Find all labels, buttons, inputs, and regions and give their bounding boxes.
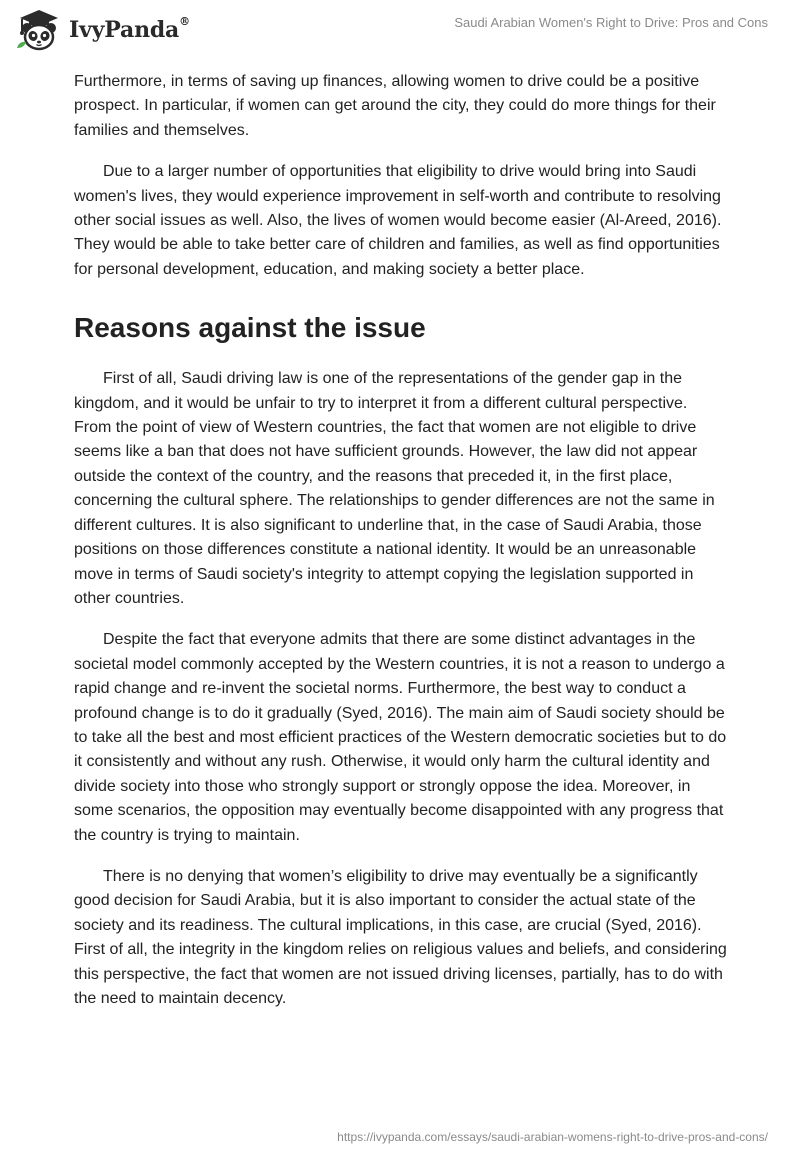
paragraph: First of all, Saudi driving law is one of the representations of the gender gap in the kingdom, and it would be unfair to try to interpret it from a different cultural perspective. From the point of view of Western countries, the fact that women are not eligible to drive seems like a ban that does not have sufficient grounds. However, the law did not appear outside the context of the country, and the reasons that preceded it, in the first place, concerning the cultural sphere. The relationships to gender differences are not the same in different cultures. It is also significant to underline that, in the case of Saudi Arabia, those positions on those differences constitute a national identity. It would be an unreasonable move in terms of Saudi society's integrity to attempt copying the legislation supported in other countries. — [74, 370, 715, 607]
document-title: Saudi Arabian Women's Right to Drive: Pros and Cons — [454, 15, 768, 30]
section-heading: Reasons against the issue — [74, 312, 426, 344]
paragraph: Despite the fact that everyone admits that there are some distinct advantages in the societal model commonly accepted by the Western countries, it is not a reason to undergo a rapid change and re-invent the societal norms. Furthermore, the best way to conduct a profound change is to do it gradually (Syed, 2016). The main aim of Saudi society should be to take all the best and most efficient practices of the Western democratic societies but to do it consistently and without any rush. Otherwise, it would only harm the cultural identity and divide society into those who strongly support or strongly oppose the idea. Moreover, in some scenarios, the opposition may eventually become disappointed with any progress that the country is trying to maintain. — [74, 631, 727, 844]
essay-content — [74, 70, 728, 1028]
brand-name: IvyPanda® — [69, 14, 190, 43]
page-header — [0, 0, 800, 60]
paragraph: There is no denying that women’s eligibility to drive may eventually be a significantly good decision for Saudi Arabia, but it is also important to consider the actual state of the society and its readiness. The cultural implications, in this case, are crucial (Syed, 2016). First of all, the integrity in the kingdom relies on religious values and beliefs, and considering this perspective, the fact that women are not issued driving licenses, partially, has to do with the need to maintain decency. — [74, 867, 727, 1007]
paragraph: Due to a larger number of opportunities that eligibility to drive would bring into Saudi women's lives, they would experience improvement in self-worth and contribute to resolving other social issues as well. Also, the lives of women would become easier (Al-Areed, 2016). They would be able to take better care of children and families, as well as find opportunities for personal development, education, and making society a better place. — [74, 163, 722, 278]
paragraph: Furthermore, in terms of saving up finances, allowing women to drive could be a positive prospect. In particular, if women can get around the city, they could do more things for their families and themselves. — [74, 73, 716, 139]
ivypanda-logo[interactable] — [14, 8, 190, 52]
panda-graduate-icon — [14, 8, 64, 52]
source-url-link[interactable]: https://ivypanda.com/essays/saudi-arabian-womens-right-to-drive-pros-and-cons/ — [337, 1130, 768, 1144]
